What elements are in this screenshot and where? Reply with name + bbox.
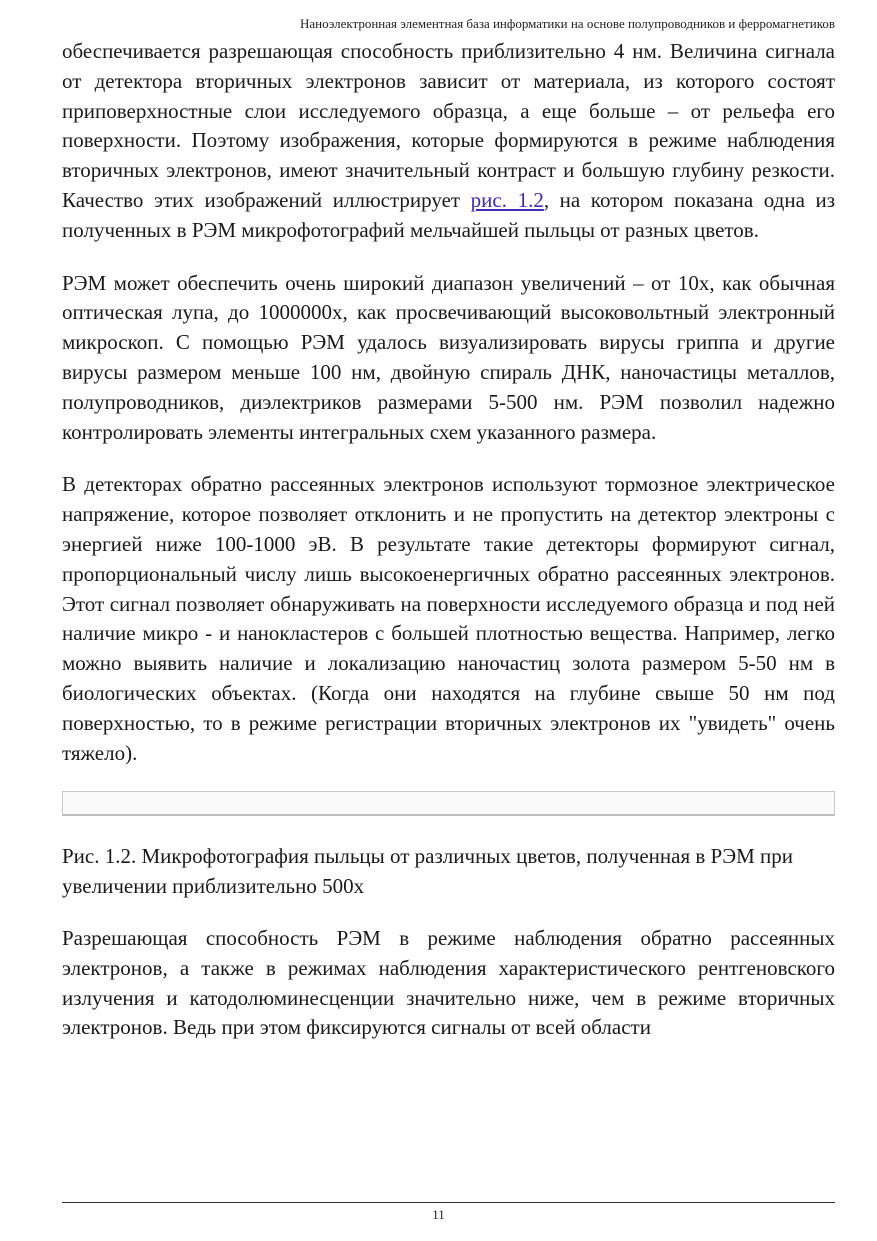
running-header: Наноэлектронная элементная база информатики на основе полупроводников и ферромагнетиков [299, 16, 835, 31]
paragraph-text: обеспечивается разрешающая способность приблизительно 4 нм. Величина сигнала от детектора вторичных электронов зависит от материала, из которого состоят приповерхностные слои исследуемого образца, а еще больше – от рельефа его поверхности. Поэтому изображения, которые формируются в режиме наблюдения вторичных электронов, имеют значительный контраст и большую глубину резкости. Качество этих изображений иллюстрирует [62, 39, 835, 212]
figure-caption: Рис. 1.2. Микрофотография пыльцы от различных цветов, полученная в РЭМ при увеличении приблизительно 500х [62, 844, 793, 899]
paragraph-magnification: РЭМ может обеспечить очень широкий диапазон увеличений – от 10х, как обычная оптическая лупа, до 1000000х, как просвечивающий высоковольтный электронный микроскоп. С помощью РЭМ удалось визуализировать вирусы гриппа и другие вирусы размером меньше 100 нм, двойную спираль ДНК, наночастицы металлов, полупроводников, диэлектриков размерами 5-500 нм. РЭМ позволил надежно контролировать элементы интегральных схем указанного размера. [62, 270, 835, 444]
page-number: 11 [432, 1207, 445, 1222]
paragraph-backscatter-detectors: В детекторах обратно рассеянных электронов используют тормозное электрическое напряжение, которое позволяет отклонить и не пропустить на детектор электроны с энергией ниже 100-1000 эВ. В результате такие детекторы формируют сигнал, пропорциональный числу лишь высокоенергичных обратно рассеянных электронов. Этот сигнал позволяет обнаруживать на поверхности исследуемого образца и под ней наличие микро - и нанокластеров с большей плотностью вещества. Например, легко можно выявить наличие и локализацию наночастиц золота размером 5-50 нм в биологических объектах. (Когда они находятся на глубине свыше 50 нм под поверхностью, то в режиме регистрации вторичных электронов их "увидеть" очень тяжело). [62, 472, 835, 765]
figure-1-2-link[interactable]: рис. 1.2 [470, 187, 544, 212]
page-body [62, 37, 835, 1043]
paragraph-text: , на котором показана одна из полученных в РЭМ микрофотографий мельчайшей пыльцы от разных цветов. [62, 187, 836, 242]
footer-divider [62, 1202, 835, 1203]
figure-1-2-image-placeholder [62, 791, 835, 816]
paragraph-backscatter-resolution: Разрешающая способность РЭМ в режиме наблюдения обратно рассеянных электронов, а также в режимах наблюдения характеристического рентгеновского излучения и катодолюминесценции значительно ниже, чем в режиме вторичных электронов. Ведь при этом фиксируются сигналы от всей области [62, 925, 835, 1040]
paragraph-resolution [62, 37, 835, 246]
